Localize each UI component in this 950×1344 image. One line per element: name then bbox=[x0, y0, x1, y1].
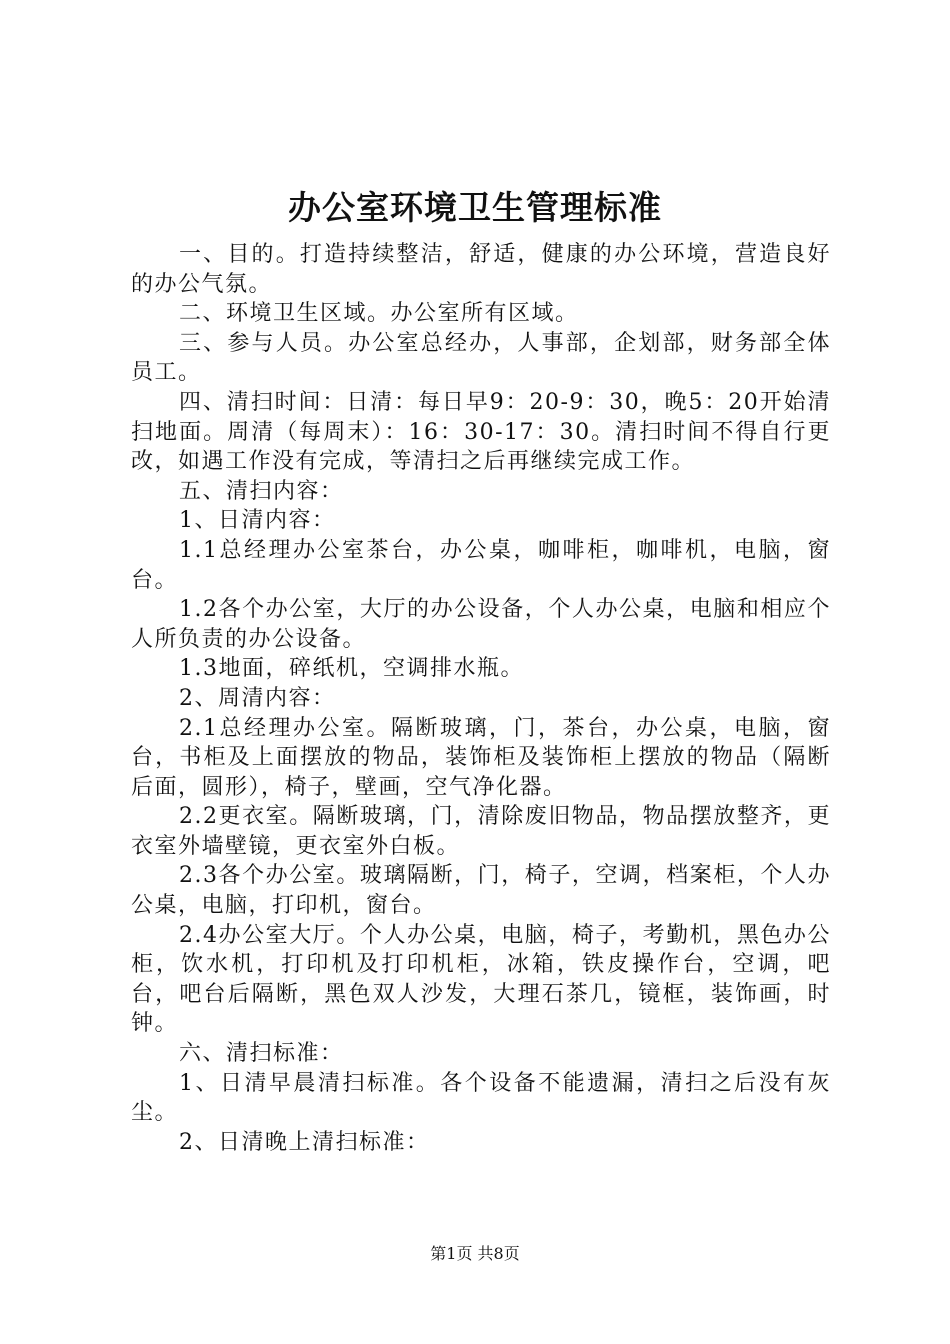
paragraph-item-2-4: 2.4办公室大厅。个人办公桌，电脑，椅子，考勤机，黑色办公柜，饮水机，打印机及打印机柜，冰箱，铁皮操作台，空调，吧台，吧台后隔断，黑色双人沙发，大理石茶几，镜框，装饰画，时钟。 bbox=[131, 922, 831, 1037]
paragraph-participants: 三、参与人员。办公室总经办，人事部，企划部，财务部全体员工。 bbox=[131, 330, 831, 386]
paragraph-item-1-3: 1.3地面，碎纸机，空调排水瓶。 bbox=[179, 656, 524, 682]
paragraph-standard-heading: 六、清扫标准： bbox=[179, 1041, 344, 1067]
document-title: 办公室环境卫生管理标准 bbox=[288, 188, 662, 227]
paragraph-item-2-2: 2.2更衣室。隔断玻璃，门，清除废旧物品，物品摆放整齐，更衣室外墙壁镜，更衣室外白板。 bbox=[131, 804, 831, 859]
paragraph-purpose: 一、目的。打造持续整洁，舒适，健康的办公环境，营造良好的办公气氛。 bbox=[131, 242, 831, 297]
paragraph-weekly-heading: 2、周清内容： bbox=[179, 685, 336, 711]
paragraph-item-1-2: 1.2各个办公室，大厅的办公设备，个人办公桌，电脑和相应个人所负责的办公设备。 bbox=[131, 597, 831, 652]
paragraph-schedule: 四、清扫时间：日清：每日早9：20-9：30，晚5：20开始清扫地面。周清（每周末）：16：30-17：30。清扫时间不得自行更改，如遇工作没有完成，等清扫之后再继续完成工作。 bbox=[131, 389, 831, 475]
page-number-footer: 第1页 共8页 bbox=[430, 1244, 520, 1263]
paragraph-content-heading: 五、清扫内容： bbox=[179, 478, 344, 504]
paragraph-item-1-1: 1.1总经理办公室茶台，办公桌，咖啡柜，咖啡机，电脑，窗台。 bbox=[131, 537, 831, 593]
document-body bbox=[131, 240, 831, 1157]
paragraph-item-2-1: 2.1总经理办公室。隔断玻璃，门，茶台，办公桌，电脑，窗台，书柜及上面摆放的物品，装饰柜及装饰柜上摆放的物品（隔断后面，圆形），椅子，壁画，空气净化器。 bbox=[131, 715, 831, 800]
paragraph-daily-heading: 1、日清内容： bbox=[179, 508, 336, 534]
paragraph-standard-evening: 2、日清晚上清扫标准： bbox=[179, 1129, 430, 1155]
paragraph-area: 二、环境卫生区域。办公室所有区域。 bbox=[179, 301, 579, 327]
paragraph-item-2-3: 2.3各个办公室。玻璃隔断，门，椅子，空调，档案柜，个人办公桌，电脑，打印机，窗台。 bbox=[131, 863, 831, 919]
paragraph-standard-morning: 1、日清早晨清扫标准。各个设备不能遗漏，清扫之后没有灰尘。 bbox=[131, 1070, 831, 1126]
